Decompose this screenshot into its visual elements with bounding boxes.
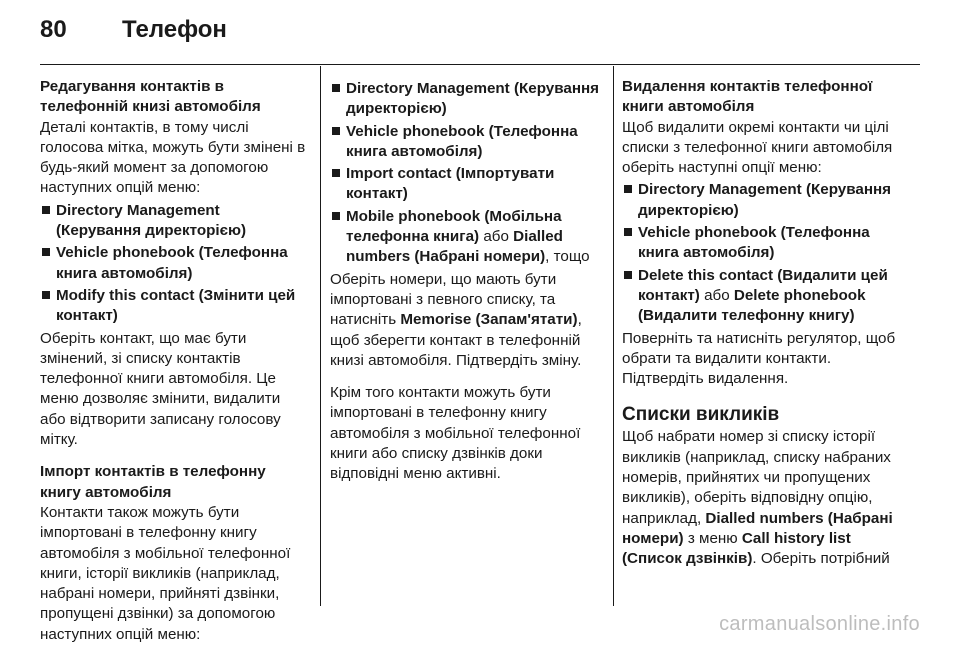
edit-contacts-body: Оберіть контакт, що має бути змінений, зі списку контактів телефонної книги автомобіля. Це меню дозволяє змінити, видалити або відтворити записану голосову мітку. xyxy=(40,329,281,449)
column-divider-2 xyxy=(613,66,614,606)
list-item: Mobile phonebook (Мобільна телефонна книга) або Dialled numbers (Набрані номери), тощо xyxy=(330,207,605,268)
delete-contacts-heading: Видалення контактів телефонної книги автомобіля xyxy=(622,78,873,116)
call-lists-body: Щоб набрати номер зі списку історії викликів (наприклад, списку набраних номерів, прийнятих чи пропущених викликів), оберіть відповідну опцію, наприклад, Dialled numbers (Набрані номери) з меню Call history list (Список дзвінків). Оберіть потрібний xyxy=(622,428,893,568)
watermark-text: carmanualsonline.info xyxy=(719,613,920,635)
page-header xyxy=(40,16,227,44)
bullet-icon xyxy=(42,291,50,299)
list-item: Import contact (Імпортувати контакт) xyxy=(330,164,605,205)
list-item: Directory Management (Керування директорією) xyxy=(622,180,912,221)
delete-contacts-intro: Щоб видалити окремі контакти чи цілі списки з телефонної книги автомобіля оберіть наступні опції меню: xyxy=(622,118,893,177)
edit-contacts-intro: Деталі контактів, в тому числі голосова мітка, можуть бути змінені в будь-який момент за допомогою наступних опцій меню: xyxy=(40,118,306,197)
page-number: 80 xyxy=(40,16,67,43)
page-title: Телефон xyxy=(122,16,227,43)
header-rule xyxy=(40,64,920,65)
bullet-icon xyxy=(624,185,632,193)
delete-menu-list xyxy=(622,180,912,326)
edit-contacts-heading: Редагування контактів в телефонній книзі автомобіля xyxy=(40,78,261,116)
edit-menu-list xyxy=(40,201,308,327)
bullet-icon xyxy=(332,84,340,92)
bullet-icon xyxy=(332,212,340,220)
bullet-icon xyxy=(42,206,50,214)
list-item: Delete this contact (Видалити цей контакт) або Delete phonebook (Видалити телефонну книгу) xyxy=(622,266,912,327)
list-item: Directory Management (Керування директорією) xyxy=(40,201,308,242)
call-lists-title: Списки викликів xyxy=(622,404,780,426)
bullet-icon xyxy=(42,248,50,256)
import-select-paragraph: Оберіть номери, що мають бути імпортовані з певного списку, та натисніть Memorise (Запам'ятати), щоб зберегти контакт в телефонній книзі автомобіля. Підтвердіть зміну. xyxy=(330,270,582,369)
column-3 xyxy=(622,77,912,570)
list-item: Modify this contact (Змінити цей контакт) xyxy=(40,286,308,327)
import-menu-list xyxy=(330,79,605,268)
bullet-icon xyxy=(332,127,340,135)
delete-contacts-body: Поверніть та натисніть регулятор, щоб обрати та видалити контакти. Підтвердіть видалення. xyxy=(622,329,896,388)
list-item: Vehicle phonebook (Телефонна книга автомобіля) xyxy=(330,122,605,163)
list-item: Vehicle phonebook (Телефонна книга автомобіля) xyxy=(622,223,912,264)
list-item: Vehicle phonebook (Телефонна книга автомобіля) xyxy=(40,243,308,284)
bullet-icon xyxy=(624,228,632,236)
column-2 xyxy=(330,77,605,485)
import-contacts-intro: Контакти також можуть бути імпортовані в телефонну книгу автомобіля з мобільної телефонної книги, історії викликів (наприклад, набрані номери, прийняті дзвінки, пропущені дзвінки) за допомогою наступних опцій меню: xyxy=(40,503,291,643)
column-divider-1 xyxy=(320,66,321,606)
bullet-icon xyxy=(332,169,340,177)
bullet-icon xyxy=(624,271,632,279)
column-1 xyxy=(40,77,308,645)
import-alt-paragraph: Крім того контакти можуть бути імпортовані в телефонну книгу автомобіля з мобільної телефонної книги або списку дзвінків доки відповідні меню активні. xyxy=(330,384,581,483)
list-item: Directory Management (Керування директорією) xyxy=(330,79,605,120)
import-contacts-heading: Імпорт контактів в телефонну книгу автомобіля xyxy=(40,463,266,501)
